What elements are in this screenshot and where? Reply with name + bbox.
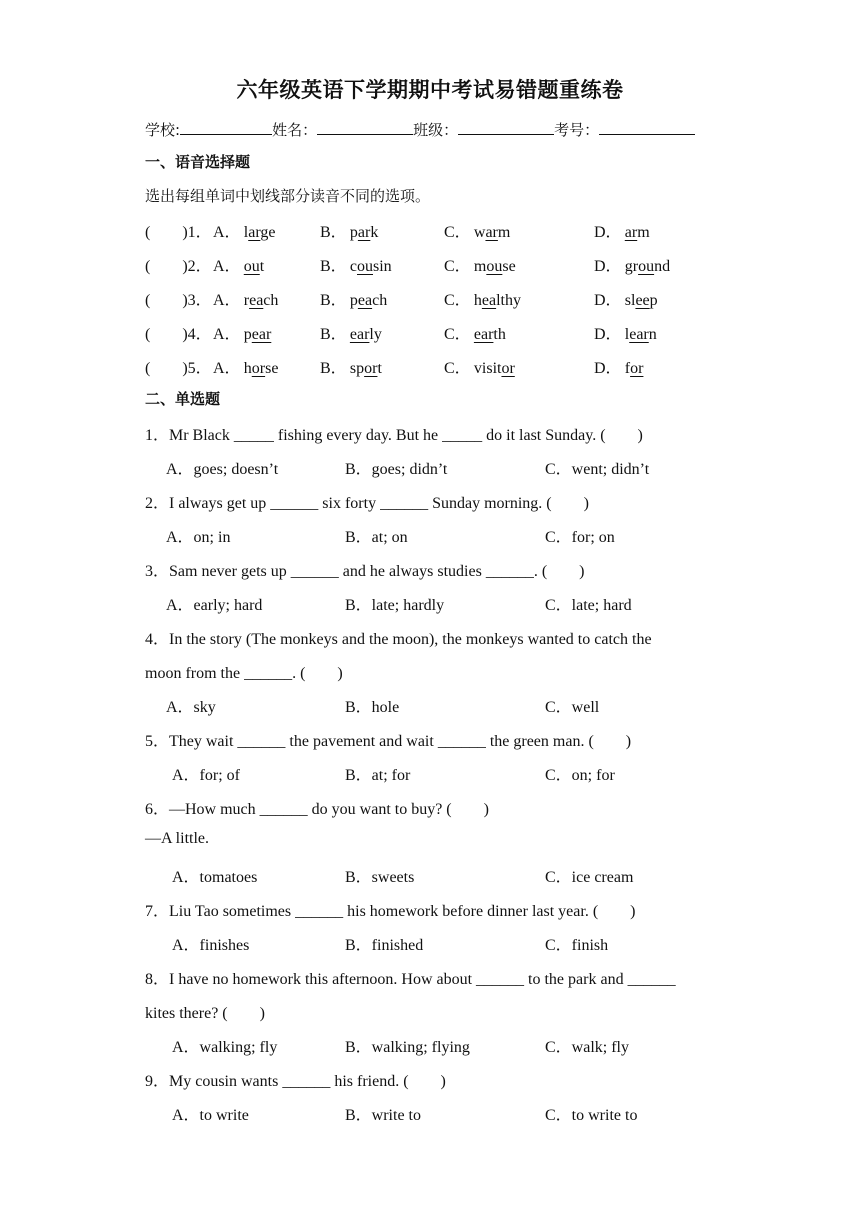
- question-text: 9．My cousin wants ______ his friend. ( ): [145, 1073, 446, 1090]
- option-label: B．: [320, 224, 350, 241]
- option-label: D．: [594, 224, 625, 241]
- answer-option[interactable]: C．late; hard: [545, 597, 632, 614]
- question-text: 5．They wait ______ the pavement and wait ______ the green man. ( ): [145, 733, 632, 750]
- underlined-letters: ea: [357, 292, 373, 309]
- options-row: [0, 932, 860, 956]
- section2-heading: 二、单选题: [145, 390, 221, 408]
- word-part: se: [502, 258, 516, 275]
- word-part: ly: [369, 326, 382, 343]
- phonics-option[interactable]: [213, 287, 278, 310]
- option-label: C．: [444, 326, 474, 343]
- question-text: 1．Mr Black _____ fishing every day. But he _____ do it last Sunday. ( ): [145, 427, 643, 444]
- phonics-option[interactable]: [444, 355, 515, 378]
- word-part: sin: [373, 258, 392, 275]
- option-label: C．: [444, 292, 474, 309]
- phonics-option[interactable]: [320, 253, 392, 276]
- class-blank: [458, 117, 554, 135]
- word-part: nd: [654, 258, 671, 275]
- word-part: p: [649, 292, 658, 309]
- phonics-option[interactable]: [320, 219, 378, 242]
- word-part: c: [349, 258, 357, 275]
- answer-option[interactable]: A．early; hard: [166, 597, 263, 614]
- word-part: h: [473, 292, 482, 309]
- phonics-item: [0, 253, 860, 277]
- underlined-letters: or: [364, 360, 378, 377]
- answer-option[interactable]: B．finished: [345, 937, 424, 954]
- answer-option[interactable]: B．sweets: [345, 869, 415, 886]
- phonics-option[interactable]: [594, 219, 650, 242]
- student-info-line: [145, 117, 695, 140]
- underlined-letters: ar: [248, 224, 261, 241]
- answer-option[interactable]: B．at; for: [345, 767, 411, 784]
- word-part: t: [259, 258, 265, 275]
- question-text: kites there? ( ): [145, 1005, 265, 1022]
- word-part: n: [648, 326, 657, 343]
- word-part: sl: [624, 292, 636, 309]
- option-label: B．: [320, 360, 350, 377]
- phonics-option[interactable]: [594, 253, 670, 276]
- phonics-item: [0, 355, 860, 379]
- option-label: D．: [594, 326, 625, 343]
- answer-option[interactable]: A．for; of: [172, 767, 240, 784]
- word-part: visit: [473, 360, 502, 377]
- options-row: [0, 1102, 860, 1126]
- word-part: f: [624, 360, 631, 377]
- option-label: A．: [213, 326, 244, 343]
- name-blank: [317, 117, 413, 135]
- phonics-option[interactable]: [594, 321, 657, 344]
- question-text: 2．I always get up ______ six forty ______ Sunday morning. ( ): [145, 495, 589, 512]
- word-part: p: [243, 326, 252, 343]
- answer-option[interactable]: A．on; in: [166, 529, 231, 546]
- answer-option[interactable]: C．to write to: [545, 1107, 638, 1124]
- name-label: 姓名：: [272, 121, 318, 139]
- underlined-letters: or: [501, 360, 515, 377]
- word-part: l: [243, 224, 249, 241]
- phonics-item: [0, 321, 860, 345]
- answer-option[interactable]: A．to write: [172, 1107, 249, 1124]
- option-label: B．: [320, 326, 350, 343]
- phonics-item: [0, 219, 860, 243]
- question-text: —A little.: [145, 830, 209, 847]
- question-text: 8．I have no homework this afternoon. How about ______ to the park and ______: [145, 971, 676, 988]
- underlined-letters: ar: [624, 224, 638, 241]
- word-part: m: [637, 224, 650, 241]
- question-text: 7．Liu Tao sometimes ______ his homework before dinner last year. ( ): [145, 903, 636, 920]
- word-part: m: [497, 224, 511, 241]
- school-blank: [180, 117, 272, 135]
- options-row: [0, 762, 860, 786]
- answer-option[interactable]: C．finish: [545, 937, 609, 954]
- option-label: B．: [320, 258, 350, 275]
- option-label: C．: [444, 224, 474, 241]
- word-part: p: [349, 292, 358, 309]
- answer-option[interactable]: B．write to: [345, 1107, 421, 1124]
- question-text: 4．In the story (The monkeys and the moon), the monkeys wanted to catch the: [145, 631, 652, 648]
- phonics-option[interactable]: [444, 321, 506, 344]
- underlined-letters: ou: [243, 258, 260, 275]
- word-part: lthy: [496, 292, 521, 309]
- word-part: se: [265, 360, 279, 377]
- option-label: C．: [444, 360, 474, 377]
- underlined-letters: or: [251, 360, 266, 377]
- answer-option[interactable]: B．walking; flying: [345, 1039, 470, 1056]
- underlined-letters: ear: [251, 326, 272, 343]
- underlined-letters: ear: [629, 326, 649, 343]
- word-part: ch: [263, 292, 279, 309]
- answer-option[interactable]: A．sky: [166, 699, 216, 716]
- word-part: l: [624, 326, 630, 343]
- question-text: moon from the ______. ( ): [145, 665, 343, 682]
- answer-bracket[interactable]: ( )4．: [145, 326, 212, 343]
- underlined-letters: ou: [486, 258, 503, 275]
- answer-option[interactable]: C．on; for: [545, 767, 615, 784]
- answer-bracket[interactable]: ( )1．: [145, 224, 212, 241]
- phonics-option[interactable]: [320, 287, 387, 310]
- answer-option[interactable]: C．ice cream: [545, 869, 634, 886]
- phonics-option[interactable]: [444, 219, 510, 242]
- word-part: th: [493, 326, 506, 343]
- page-title: 六年级英语下学期期中考试易错题重练卷: [236, 78, 624, 102]
- answer-option[interactable]: B．late; hardly: [345, 597, 445, 614]
- phonics-option[interactable]: [213, 355, 278, 378]
- options-row: [0, 456, 860, 480]
- phonics-option[interactable]: [594, 355, 643, 378]
- word-part: r: [243, 292, 250, 309]
- answer-option[interactable]: A．finishes: [172, 937, 250, 954]
- answer-option[interactable]: B．goes; didn’t: [345, 461, 448, 478]
- word-part: ge: [260, 224, 276, 241]
- word-part: gr: [624, 258, 639, 275]
- number-blank: [599, 117, 695, 135]
- underlined-letters: ee: [635, 292, 650, 309]
- option-label: C．: [444, 258, 474, 275]
- answer-option[interactable]: A．goes; doesn’t: [166, 461, 279, 478]
- section1-instruction: 选出每组单词中划线部分读音不同的选项。: [145, 187, 431, 205]
- underlined-letters: ou: [357, 258, 373, 275]
- underlined-letters: ea: [249, 292, 264, 309]
- option-label: A．: [213, 224, 244, 241]
- phonics-option[interactable]: [594, 287, 658, 310]
- underlined-letters: ea: [481, 292, 497, 309]
- option-label: D．: [594, 258, 625, 275]
- phonics-option[interactable]: [213, 219, 275, 242]
- phonics-option[interactable]: [320, 355, 382, 378]
- option-label: A．: [213, 360, 244, 377]
- options-row: [0, 864, 860, 888]
- options-row: [0, 592, 860, 616]
- word-part: p: [349, 224, 358, 241]
- word-part: t: [377, 360, 382, 377]
- option-label: B．: [320, 292, 350, 309]
- class-label: 班级：: [413, 121, 459, 139]
- answer-option[interactable]: A．tomatoes: [172, 869, 258, 886]
- school-label: 学校:: [145, 121, 181, 139]
- word-part: m: [473, 258, 487, 275]
- option-label: D．: [594, 360, 625, 377]
- underlined-letters: ar: [357, 224, 371, 241]
- options-row: [0, 1034, 860, 1058]
- question-text: 6．—How much ______ do you want to buy? ( ): [145, 801, 489, 818]
- question-text: 3．Sam never gets up ______ and he always studies ______. ( ): [145, 563, 585, 580]
- answer-option[interactable]: C．went; didn’t: [545, 461, 650, 478]
- underlined-letters: or: [630, 360, 644, 377]
- underlined-letters: ear: [473, 326, 494, 343]
- options-row: [0, 694, 860, 718]
- phonics-option[interactable]: [444, 287, 521, 310]
- underlined-letters: ar: [485, 224, 498, 241]
- number-label: 考号：: [554, 121, 600, 139]
- answer-option[interactable]: B．at; on: [345, 529, 408, 546]
- word-part: h: [243, 360, 252, 377]
- word-part: ch: [372, 292, 388, 309]
- underlined-letters: ou: [638, 258, 655, 275]
- phonics-item: [0, 287, 860, 311]
- phonics-option[interactable]: [213, 321, 271, 344]
- word-part: sp: [349, 360, 365, 377]
- answer-option[interactable]: C．for; on: [545, 529, 615, 546]
- options-row: [0, 524, 860, 548]
- word-part: k: [370, 224, 379, 241]
- phonics-option[interactable]: [444, 253, 516, 276]
- answer-option[interactable]: A．walking; fly: [172, 1039, 278, 1056]
- answer-option[interactable]: B．hole: [345, 699, 400, 716]
- answer-option[interactable]: C．walk; fly: [545, 1039, 629, 1056]
- answer-bracket[interactable]: ( )3．: [145, 292, 212, 309]
- phonics-option[interactable]: [213, 253, 264, 276]
- underlined-letters: ear: [349, 326, 370, 343]
- answer-option[interactable]: C．well: [545, 699, 600, 716]
- answer-bracket[interactable]: ( )2．: [145, 258, 212, 275]
- option-label: D．: [594, 292, 625, 309]
- section1-heading: 一、语音选择题: [145, 153, 251, 171]
- option-label: A．: [213, 258, 244, 275]
- word-part: w: [473, 224, 486, 241]
- option-label: A．: [213, 292, 244, 309]
- answer-bracket[interactable]: ( )5．: [145, 360, 212, 377]
- phonics-option[interactable]: [320, 321, 382, 344]
